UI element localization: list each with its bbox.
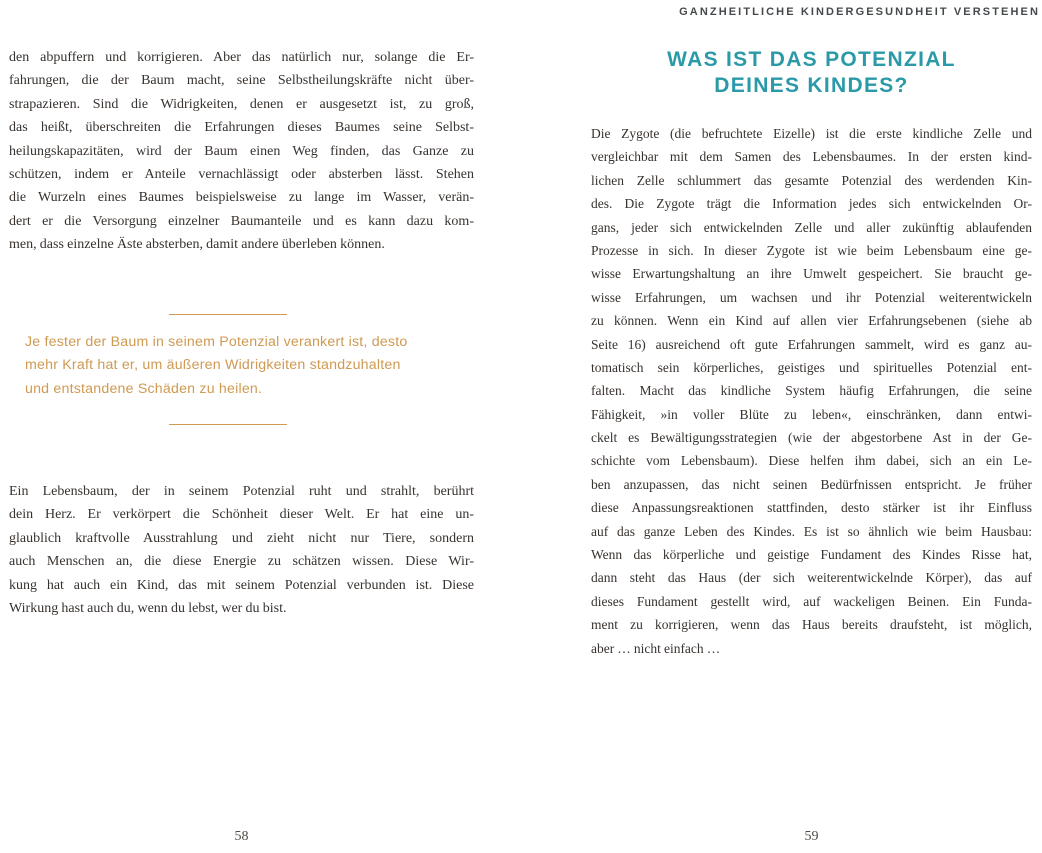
text-line: den abpuffern und korrigieren. Aber das natürlich nur, solange die Er- xyxy=(9,50,474,65)
page-right xyxy=(591,0,1032,853)
text-line: die Wurzeln eines Baumes beispielsweise zu lange im Wasser, verän- xyxy=(9,190,474,206)
text-line: Die Zygote (die befruchtete Eizelle) ist die erste kindliche Zelle und xyxy=(591,126,1032,141)
text-line: WAS IST DAS POTENZIAL xyxy=(667,48,956,71)
text-line: aber … nicht einfach … xyxy=(591,640,721,656)
pull-quote-text xyxy=(25,331,455,401)
text-line: diese Anpassungsreaktionen stattfinden, desto stärker ist ihr Einfluss xyxy=(591,500,1032,516)
left-paragraph-1 xyxy=(9,46,474,257)
text-line: dann steht das Haus (der sich weiterentwickelnde Körper), das auf xyxy=(591,570,1032,586)
text-line: fahrungen, die der Baum macht, seine Selbstheilungskräfte nicht über- xyxy=(9,73,474,89)
text-line: wisse Erwartungshaltung an ihre Umwelt gespeichert. Sie braucht ge- xyxy=(591,266,1032,282)
text-line: dein Herz. Er verkörpert die Schönheit dieser Welt. Er hat eine un- xyxy=(9,507,474,523)
text-line: Seite 16) ausreichend oft gute Erfahrungen sammelt, wird es ganz au- xyxy=(591,336,1032,352)
text-line: kung hat auch ein Kind, das mit seinem Potenzial verbunden ist. Diese xyxy=(9,577,474,593)
text-line: Wenn das körperliche und geistige Fundament des Kindes Risse hat, xyxy=(591,547,1032,563)
text-line: dert er die Versorgung einzelner Baumanteile und es kann dazu kom- xyxy=(9,213,474,229)
pull-quote-rule-bottom xyxy=(169,424,287,425)
text-line: zu können. Wenn ein Kind auf allen vier Erfahrungsebenen (siehe ab xyxy=(591,313,1032,329)
text-line: dieses Fundament gestellt wird, auf wackeligen Beinen. Ein Funda- xyxy=(591,593,1032,609)
text-line: schützen, indem er Anteile vernachlässigt oder absterben lässt. Stehen xyxy=(9,166,474,182)
right-paragraph xyxy=(591,122,1032,660)
text-line: strapazieren. Sind die Widrigkeiten, denen er ausgesetzt ist, zu groß, xyxy=(9,96,474,112)
text-line: heilungskapazitäten, wird der Baum einen Weg finden, das Ganze zu xyxy=(9,143,474,159)
text-line: falten. Macht das kindliche System häufig Erfahrungen, die seine xyxy=(591,383,1032,399)
pull-quote-rule-top xyxy=(169,314,287,315)
text-line: lichen Zelle schlummert das gesamte Potenzial des werdenden Kin- xyxy=(591,172,1032,188)
text-line: mehr Kraft hat er, um äußeren Widrigkeiten standzuhalten xyxy=(25,357,401,374)
text-line: auch Menschen an, die diese Energie zu schätzen wissen. Diese Wir- xyxy=(9,554,474,570)
text-line: vergleichbar mit dem Samen des Lebensbaumes. In der ersten kind- xyxy=(591,149,1032,165)
text-line: glaublich kraftvolle Ausstrahlung und zieht nicht nur Tiere, sondern xyxy=(9,530,474,546)
text-line: und entstandene Schäden zu heilen. xyxy=(25,380,263,397)
text-line: Ein Lebensbaum, der in seinem Potenzial ruht und strahlt, berührt xyxy=(9,484,474,499)
page-number-right: 59 xyxy=(804,829,819,844)
page-left xyxy=(9,0,474,853)
text-line: des. Die Zygote trägt die Information jedes sich entwickelnden Or- xyxy=(591,196,1032,212)
running-header: GANZHEITLICHE KINDERGESUNDHEIT VERSTEHEN xyxy=(679,6,1040,18)
text-line: Je fester der Baum in seinem Potenzial verankert ist, desto xyxy=(25,334,408,350)
text-line: das heißt, überschreiten die Erfahrungen dieses Baumes seine Selbst- xyxy=(9,120,474,136)
text-line: gans, jeder sich entwickelnden Zelle und aller zukünftig ablaufenden xyxy=(591,219,1032,235)
text-line: Wirkung hast auch du, wenn du lebst, wer du bist. xyxy=(9,600,287,616)
text-line: DEINES KINDES? xyxy=(714,74,909,97)
text-line: auf das ganze Leben des Kindes. Es ist so ähnlich wie beim Hausbau: xyxy=(591,523,1032,539)
text-line: men, dass einzelne Äste absterben, damit andere überleben können. xyxy=(9,237,385,253)
chapter-heading xyxy=(591,47,1032,99)
page-number-left: 58 xyxy=(234,829,249,844)
text-line: Fähigkeit, »in voller Blüte zu leben«, einschränken, dann entwi- xyxy=(591,406,1032,422)
text-line: schichte vom Lebensbaum). Diese helfen ihm dabei, sich an ein Le- xyxy=(591,453,1032,469)
text-line: ben anzupassen, das nicht seinen Bedürfnissen entspricht. Je früher xyxy=(591,476,1032,492)
text-line: ment zu korrigieren, wenn das Haus bereits draufsteht, ist möglich, xyxy=(591,617,1032,633)
text-line: tomatisch sein körperliches, geistiges und spirituelles Potenzial ent- xyxy=(591,359,1032,375)
left-paragraph-2 xyxy=(9,480,474,620)
text-line: ckelt es Bewältigungsstrategien (wie der abgestorbene Ast in der Ge- xyxy=(591,430,1032,446)
text-line: wisse Erfahrungen, um wachsen und ihr Potenzial weiterentwickeln xyxy=(591,289,1032,305)
text-line: Prozesse in sich. In dieser Zygote ist wie beim Lebensbaum eine ge- xyxy=(591,242,1032,258)
